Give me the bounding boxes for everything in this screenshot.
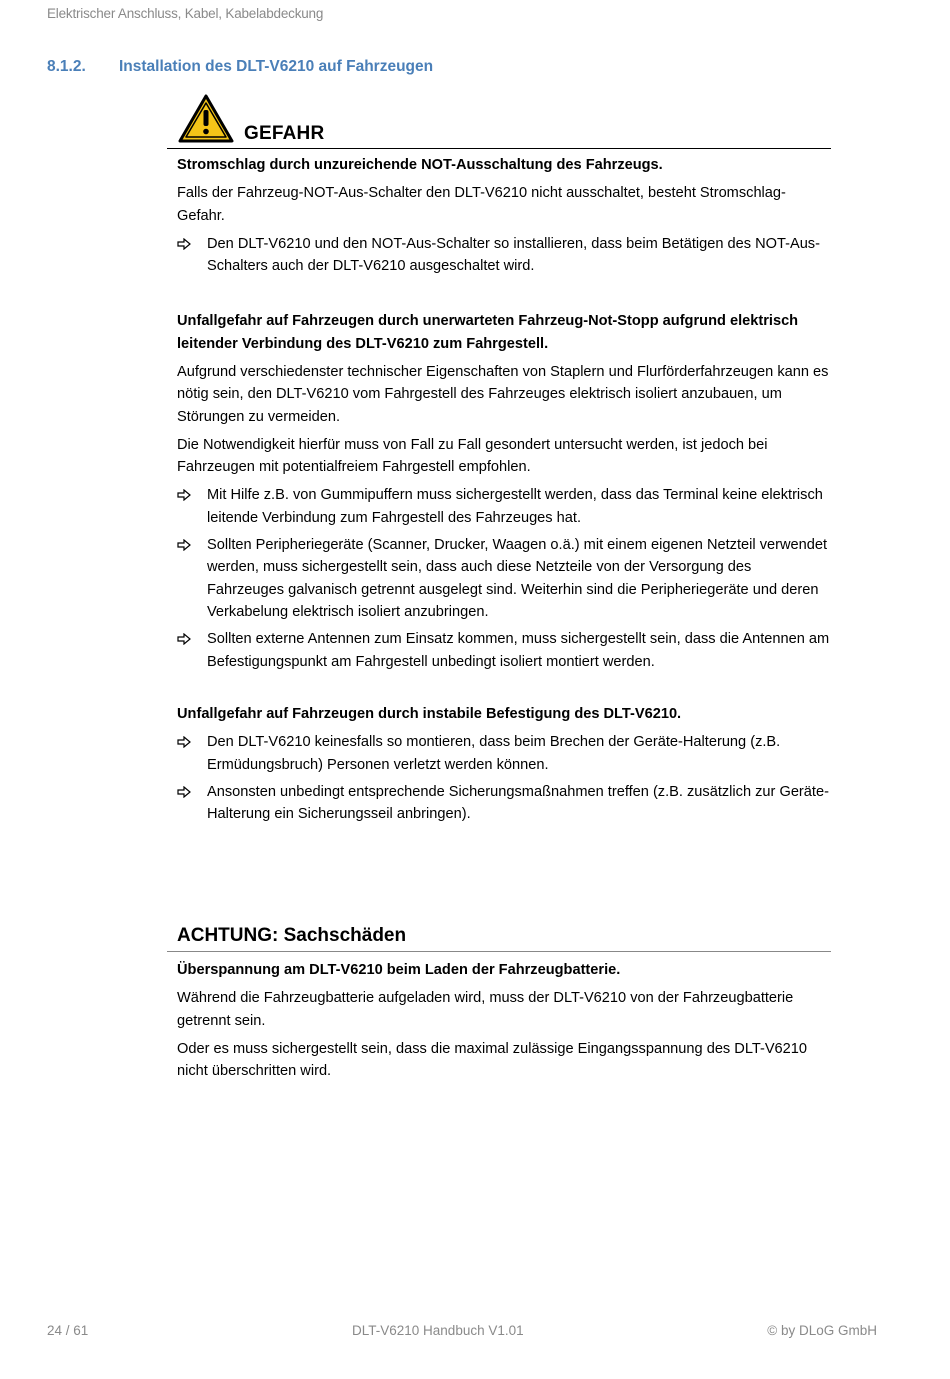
hazard-paragraph: Die Notwendigkeit hierfür muss von Fall zu Fall gesondert untersucht werden, ist jedoch bei Fahrzeugen mit potentialfreiem Fahrgestell empfohlen. xyxy=(177,436,768,475)
caution-paragraph: Während die Fahrzeugbatterie aufgeladen wird, muss der DLT-V6210 von der Fahrzeugbatterie getrennt sein. xyxy=(177,990,794,1029)
arrow-right-icon xyxy=(177,786,191,798)
measure-item xyxy=(177,781,831,826)
measure-text: Den DLT-V6210 und den NOT-Aus-Schalter so installieren, dass beim Betätigen des NOT-Aus-Schalters auch der DLT-V6210 ausgeschaltet wird. xyxy=(207,235,820,274)
footer-copyright: © by DLoG GmbH xyxy=(767,1323,877,1338)
caution-title: Überspannung am DLT-V6210 beim Laden der Fahrzeugbatterie. xyxy=(177,962,621,978)
danger-signal-word: GEFAHR xyxy=(244,123,325,144)
footer-page-number: 24 / 61 xyxy=(47,1323,89,1338)
hazard-title: Stromschlag durch unzureichende NOT-Ausschaltung des Fahrzeugs. xyxy=(177,157,663,173)
footer-doc-title: DLT-V6210 Handbuch V1.01 xyxy=(352,1323,524,1338)
measure-text: Sollten externe Antennen zum Einsatz kommen, muss sichergestellt sein, dass die Antennen am Befestigungspunkt am Fahrgestell unbedingt isoliert montiert werden. xyxy=(207,631,830,670)
section-number: 8.1.2. xyxy=(47,58,86,75)
hazard-unstable-mount xyxy=(177,703,831,830)
measure-text: Den DLT-V6210 keinesfalls so montieren, dass beim Brechen der Geräte-Halterung (z.B. Ermüdungsbruch) Personen verletzt werden können. xyxy=(207,734,781,773)
measure-text: Sollten Peripheriegeräte (Scanner, Drucker, Waagen o.ä.) mit einem eigenen Netzteil verwendet werden, muss sichergestellt sein, dass auch diese Netzteile von der Versorgung des Fahrzeuges galvanisch getrennt ausgelegt sind. Weiterhin sind die Peripheriegeräte und deren Verkabelung elektrisch isoliert anzubringen. xyxy=(207,536,828,620)
arrow-right-icon xyxy=(177,633,191,645)
measure-item xyxy=(177,534,831,624)
caution-signal-word: ACHTUNG: Sachschäden xyxy=(177,925,407,946)
danger-header xyxy=(167,92,831,149)
measure-item xyxy=(177,233,831,278)
hazard-title: Unfallgefahr auf Fahrzeugen durch unerwarteten Fahrzeug-Not-Stopp aufgrund elektrisch leitender Verbindung des DLT-V6210 zum Fahrgestell. xyxy=(177,313,799,352)
running-header: Elektrischer Anschluss, Kabel, Kabelabdeckung xyxy=(47,6,324,21)
section-title: Installation des DLT-V6210 auf Fahrzeugen xyxy=(119,58,434,75)
section-heading xyxy=(47,58,433,76)
measure-text: Ansonsten unbedingt entsprechende Sicherungsmaßnahmen treffen (z.B. zusätzlich zur Geräte-Halterung ein Sicherungsseil anbringen). xyxy=(207,783,829,822)
arrow-right-icon xyxy=(177,539,191,551)
hazard-unexpected-stop xyxy=(177,310,831,678)
hazard-electric-shock xyxy=(177,154,831,282)
measure-item xyxy=(177,731,831,776)
measure-item xyxy=(177,628,831,673)
hazard-paragraph: Aufgrund verschiedenster technischer Eigenschaften von Staplern und Flurförderfahrzeugen kann es nötig sein, den DLT-V6210 vom Fahrgestell des Fahrzeuges elektrisch isoliert anzubauen, um Störungen zu vermeiden. xyxy=(177,363,829,425)
caution-paragraph: Oder es muss sichergestellt sein, dass die maximal zulässige Eingangsspannung des DLT-V6210 nicht überschritten wird. xyxy=(177,1040,808,1079)
arrow-right-icon xyxy=(177,489,191,501)
measure-text: Mit Hilfe z.B. von Gummipuffern muss sichergestellt werden, dass das Terminal keine elektrisch leitende Verbindung zum Fahrgestell des Fahrzeuges hat. xyxy=(207,487,823,526)
measure-item xyxy=(177,484,831,529)
hazard-title: Unfallgefahr auf Fahrzeugen durch instabile Befestigung des DLT-V6210. xyxy=(177,706,682,722)
caution-header xyxy=(167,925,831,952)
hazard-paragraph: Falls der Fahrzeug-NOT-Aus-Schalter den DLT-V6210 nicht ausschaltet, besteht Stromschlag-Gefahr. xyxy=(177,185,786,224)
warning-triangle-icon xyxy=(178,94,234,143)
caution-body xyxy=(177,959,831,1088)
arrow-right-icon xyxy=(177,736,191,748)
arrow-right-icon xyxy=(177,238,191,250)
